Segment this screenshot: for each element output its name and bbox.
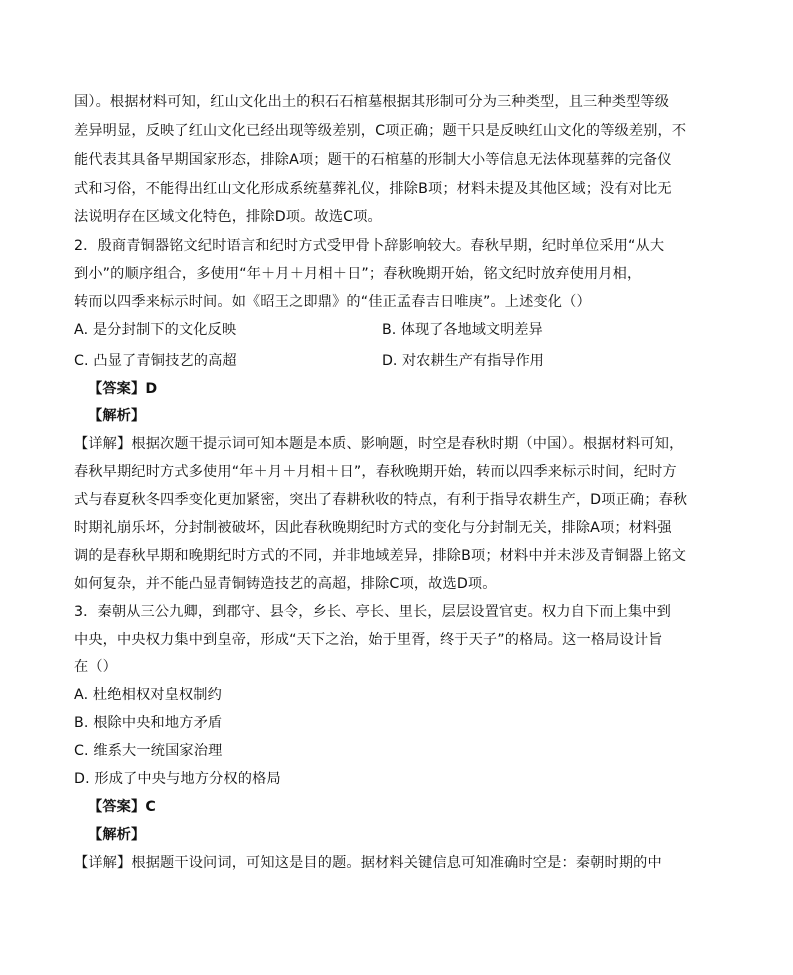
question-2-option-a: A. 是分封制下的文化反映 (74, 322, 237, 338)
question-2-analysis-label: 【解析】 (88, 408, 146, 424)
paragraph-line: 法说明存在区域文化特色，排除D项。故选C项。 (74, 209, 382, 225)
question-3-option-c: C. 维系大一统国家治理 (74, 743, 223, 759)
question-3-stem: 中央，中央权力集中到皇帝，形成“天下之治，始于里胥，终于天子”的格局。这一格局设计旨 (74, 632, 663, 648)
question-2-detail: 时期礼崩乐坏，分封制被破坏，因此春秋晚期纪时方式的变化与分封制无关，排除A项；材料强 (74, 520, 672, 536)
paragraph-line: 国）。根据材料可知，红山文化出土的积石石棺墓根据其形制可分为三种类型，且三种类型等级 (74, 94, 670, 110)
question-2-option-b: B. 体现了各地域文明差异 (382, 322, 543, 338)
question-3-answer: 【答案】C (88, 799, 156, 815)
question-2-stem: 转而以四季来标示时间。如《昭王之即鼎》的“佳正孟春吉日唯庚”。上述变化（） (74, 294, 591, 310)
question-2-option-d: D. 对农耕生产有指导作用 (382, 353, 544, 369)
paragraph-line: 能代表其具备早期国家形态，排除A项；题干的石棺墓的形制大小等信息无法体现墓葬的完备仪 (74, 152, 672, 168)
paragraph-line: 差异明显，反映了红山文化已经出现等级差别，C项正确；题干只是反映红山文化的等级差别，不 (74, 123, 687, 139)
question-2-stem: 2．殷商青铜器铭文纪时语言和纪时方式受甲骨卜辞影响较大。春秋早期，纪时单位采用“从大 (74, 238, 665, 254)
question-3-stem: 在（） (74, 659, 118, 675)
paragraph-line: 式和习俗，不能得出红山文化形成系统墓葬礼仪，排除B项；材料未提及其他区域；没有对比无 (74, 181, 672, 197)
question-3-option-a: A. 杜绝相权对皇权制约 (74, 687, 222, 703)
question-3-detail: 【详解】根据题干设问词，可知这是目的题。据材料关键信息可知准确时空是：秦朝时期的中 (74, 855, 662, 871)
question-2-detail: 式与春夏秋冬四季变化更加紧密，突出了春耕秋收的特点，有利于指导农耕生产，D项正确；春秋 (74, 492, 688, 508)
question-3-analysis-label: 【解析】 (88, 827, 146, 843)
question-3-option-d: D. 形成了中央与地方分权的格局 (74, 771, 281, 787)
question-2-detail: 【详解】根据次题干提示词可知本题是本质、影响题，时空是春秋时期（中国）。根据材料可知， (74, 436, 684, 452)
question-2-answer: 【答案】D (88, 381, 158, 397)
question-2-option-c: C. 凸显了青铜技艺的高超 (74, 353, 237, 369)
question-3-stem: 3．秦朝从三公九卿，到郡守、县令，乡长、亭长、里长，层层设置官吏。权力自下而上集中到 (74, 604, 672, 620)
question-2-stem: 到小”的顺序组合，多使用“年＋月＋月相＋日”；春秋晚期开始，铭文纪时放弃使用月相， (74, 266, 642, 282)
question-2-detail: 如何复杂，并不能凸显青铜铸造技艺的高超，排除C项，故选D项。 (74, 576, 497, 592)
question-2-detail: 调的是春秋早期和晚期纪时方式的不同，并非地域差异，排除B项；材料中并未涉及青铜器上铭文 (74, 548, 687, 564)
question-2-detail: 春秋早期纪时方式多使用“年＋月＋月相＋日”，春秋晚期开始，转而以四季来标示时间，纪时方 (74, 464, 677, 480)
question-3-option-b: B. 根除中央和地方矛盾 (74, 715, 223, 731)
